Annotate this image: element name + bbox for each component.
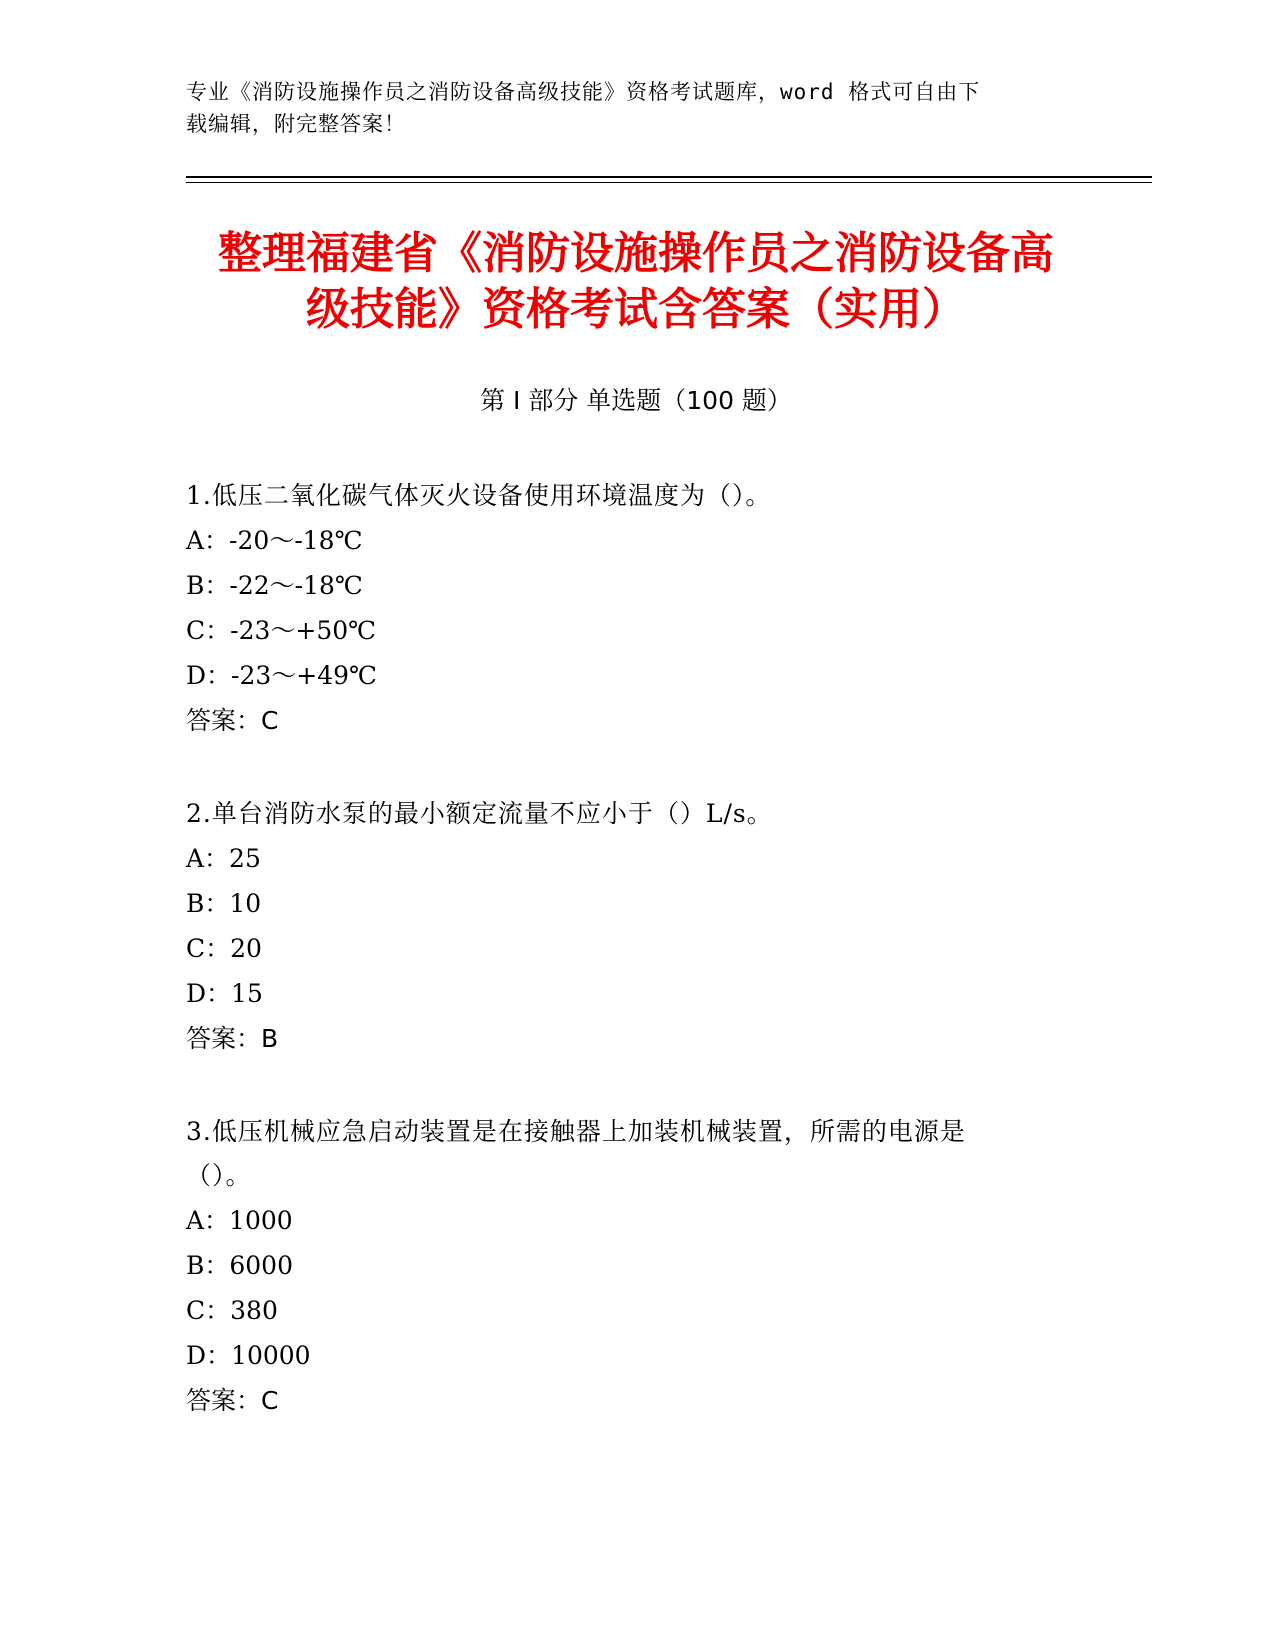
header-note-line-2: 载编辑，附完整答案！: [186, 112, 406, 136]
document-title-line-2: 级技能》资格考试含答案（实用）: [306, 284, 966, 335]
option-c: C：380: [186, 1296, 278, 1325]
option-d: D：10000: [186, 1341, 311, 1370]
header-note: [186, 76, 1066, 140]
option-a: A：25: [186, 844, 261, 873]
section-heading: 第 I 部分 单选题（100 题）: [480, 386, 792, 415]
question-stem-line-1: 3.低压机械应急启动装置是在接触器上加装机械装置，所需的电源是: [186, 1117, 966, 1146]
option-b: B：10: [186, 889, 262, 918]
option-d: D：-23～+49℃: [186, 661, 378, 690]
header-divider-thick: [186, 176, 1152, 178]
option-d: D：15: [186, 979, 263, 1008]
option-a: A：-20～-18℃: [186, 526, 363, 555]
option-b: B：6000: [186, 1251, 293, 1280]
header-divider-thin: [186, 182, 1152, 183]
question-1: [186, 474, 1086, 743]
answer: 答案：B: [186, 1024, 279, 1053]
question-stem-line-2: （）。: [186, 1161, 252, 1190]
answer: 答案：C: [186, 706, 279, 735]
document-title-line-1: 整理福建省《消防设施操作员之消防设备高: [218, 228, 1054, 279]
answer: 答案：C: [186, 1386, 279, 1415]
question-3: [186, 1110, 1086, 1423]
option-c: C：-23～+50℃: [186, 616, 377, 645]
question-2: [186, 792, 1086, 1061]
question-stem: 1.低压二氧化碳气体灭火设备使用环境温度为（）。: [186, 481, 772, 510]
document-title: [186, 226, 1086, 338]
option-b: B：-22～-18℃: [186, 571, 363, 600]
question-stem: 2.单台消防水泵的最小额定流量不应小于（）L/s。: [186, 799, 773, 828]
option-c: C：20: [186, 934, 262, 963]
option-a: A：1000: [186, 1206, 293, 1235]
header-note-line-1: 专业《消防设施操作员之消防设备高级技能》资格考试题库，word 格式可自由下: [186, 80, 981, 104]
